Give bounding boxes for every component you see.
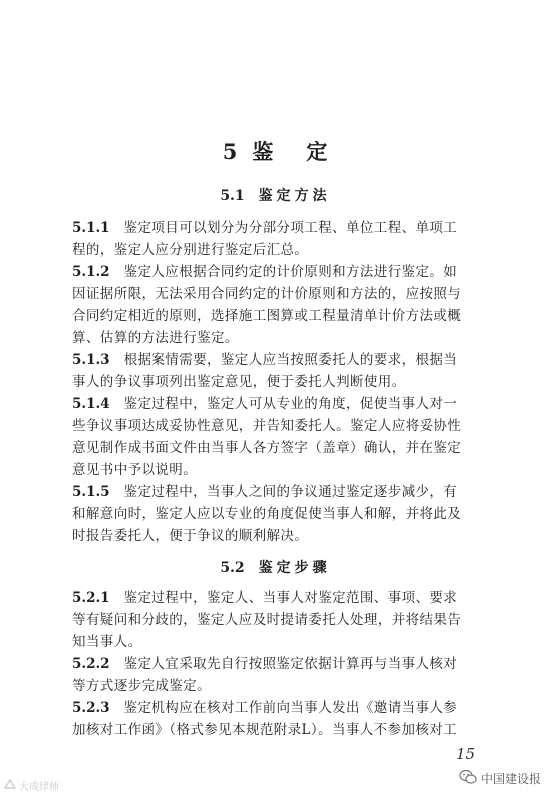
paragraph-line (72, 437, 482, 459)
chapter-title (0, 136, 551, 166)
paragraph-line (72, 283, 482, 305)
clause-number: 5.1.3 (72, 352, 110, 368)
paragraph-line (72, 697, 482, 719)
section-name: 鉴定步骤 (258, 560, 331, 576)
line-text: 等有疑问和分歧的，鉴定人应及时提请委托人处理，并将结果告 (72, 612, 462, 628)
paragraph-line (72, 653, 482, 675)
line-text: 合同约定相近的原则，选择施工图算或工程量清单计价方法或概 (72, 308, 462, 324)
section-number: 5.2 (220, 560, 245, 576)
line-text: 意见制作成书面文件由当事人各方签字（盖章）确认，并在鉴定 (72, 440, 462, 456)
paragraph-line (72, 631, 482, 653)
paragraph-line (72, 349, 482, 371)
line-text: 等方式逐步完成鉴定。 (72, 678, 211, 694)
paragraph-line (72, 675, 482, 697)
paragraph-line (72, 525, 482, 547)
paragraph-line (72, 217, 482, 239)
section-title-5-1 (0, 185, 551, 205)
clause-number: 5.1.2 (72, 264, 110, 280)
paragraph-line (72, 261, 482, 283)
section-title-5-2 (0, 557, 551, 577)
line-text: 鉴定项目可以划分为分部分项工程、单位工程、单项工 (123, 220, 458, 236)
clause-number: 5.2.1 (72, 590, 110, 606)
clause-number: 5.2.2 (72, 656, 110, 672)
section-number: 5.1 (220, 188, 245, 204)
line-text: 加核对工作函》（格式参见本规范附录L）。当事人不参加核对工 (72, 722, 458, 738)
clause-number: 5.2.3 (72, 700, 110, 716)
paragraph-line (72, 239, 482, 261)
line-text: 程的，鉴定人应分别进行鉴定后汇总。 (72, 242, 309, 258)
watermark-right (459, 769, 541, 788)
chapter-title-part1: 鉴 (252, 139, 275, 164)
paragraph-line (72, 481, 482, 503)
paragraph-line (72, 719, 482, 741)
chapter-number: 5 (222, 139, 239, 164)
paragraph-line (72, 459, 482, 481)
line-text: 鉴定过程中，鉴定人、当事人对鉴定范围、事项、要求 (123, 590, 458, 606)
paragraph-line (72, 393, 482, 415)
line-text: 鉴定人应根据合同约定的计价原则和方法进行鉴定。如 (123, 264, 458, 280)
line-text: 因证据所限，无法采用合同约定的计价原则和方法的，应按照与 (72, 286, 462, 302)
line-text: 知当事人。 (72, 634, 142, 650)
clause-number: 5.1.1 (72, 220, 110, 236)
line-text: 意见书中予以说明。 (72, 462, 198, 478)
chapter-title-part2: 定 (306, 139, 329, 164)
line-text: 算、估算的方法进行鉴定。 (72, 330, 239, 346)
line-text: 鉴定过程中，鉴定人可从专业的角度，促使当事人对一 (123, 396, 458, 412)
line-text: 鉴定机构应在核对工作前向当事人发出《邀请当事人参 (123, 700, 458, 716)
line-text: 事人的争议事项列出鉴定意见，便于委托人判断使用。 (72, 374, 406, 390)
watermark-logo-icon (4, 779, 16, 792)
line-text: 些争议事项达成妥协性意见，并告知委托人。鉴定人应将妥协性 (72, 418, 462, 434)
paragraph-line (72, 371, 482, 393)
watermark-left (4, 778, 59, 793)
watermark-left-text: 大成律师 (19, 782, 59, 793)
paragraph-line (72, 415, 482, 437)
page-number: 15 (456, 745, 476, 763)
wechat-icon (459, 769, 477, 788)
line-text: 鉴定人宜采取先自行按照鉴定依据计算再与当事人核对 (123, 656, 458, 672)
paragraph-line (72, 609, 482, 631)
line-text: 时报告委托人，便于争议的顺利解决。 (72, 528, 309, 544)
paragraph-line (72, 503, 482, 525)
watermark-right-text: 中国建设报 (480, 772, 541, 786)
clause-number: 5.1.4 (72, 396, 110, 412)
paragraph-line (72, 587, 482, 609)
paragraph-line (72, 327, 482, 349)
clause-number: 5.1.5 (72, 484, 110, 500)
section-name: 鉴定方法 (258, 188, 331, 204)
paragraph-line (72, 305, 482, 327)
line-text: 鉴定过程中，当事人之间的争议通过鉴定逐步减少，有 (123, 484, 458, 500)
line-text: 和解意向时，鉴定人应以专业的角度促使当事人和解，并将此及 (72, 506, 462, 522)
line-text: 根据案情需要，鉴定人应当按照委托人的要求，根据当 (123, 352, 458, 368)
